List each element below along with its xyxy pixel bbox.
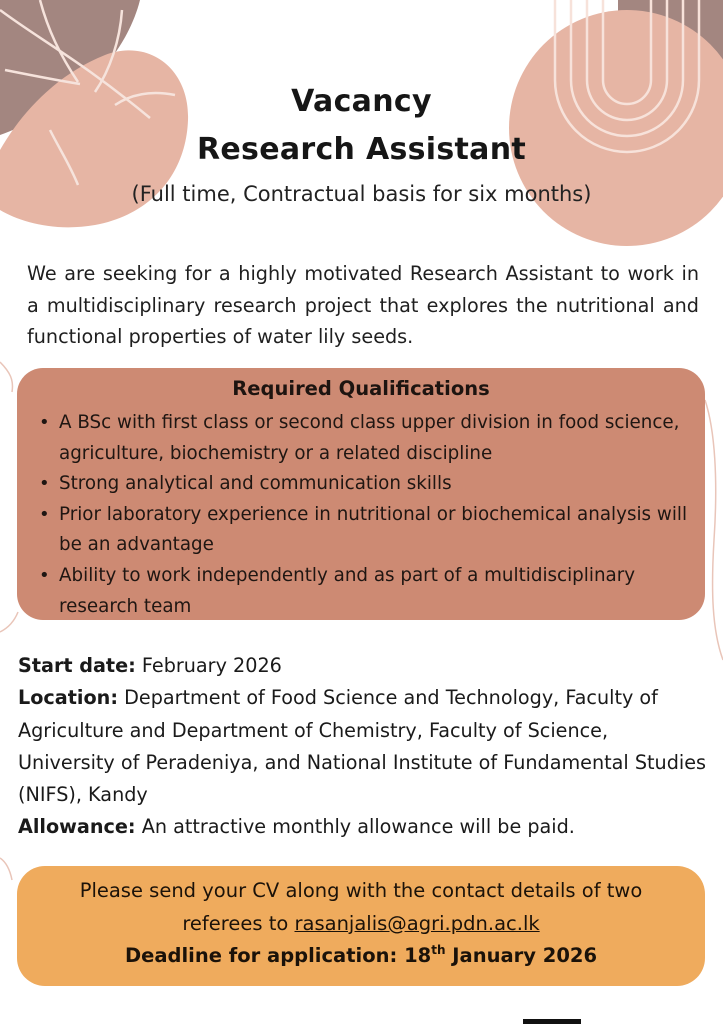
bullet-icon: • bbox=[39, 503, 50, 525]
qualification-text: A BSc with first class or second class upper division in food science, agriculture, biochemistry or a related discipline bbox=[59, 412, 680, 464]
bottom-edge-tab bbox=[523, 1019, 581, 1024]
intro-paragraph: We are seeking for a highly motivated Research Assistant to work in a multidisciplinary research project that explores the nutritional and functional properties of water lily seeds. bbox=[27, 262, 699, 348]
deadline bbox=[17, 944, 705, 967]
start-date-label: Start date: bbox=[18, 654, 136, 677]
cta-instruction: Please send your CV along with the contact details of two bbox=[79, 879, 643, 902]
location-value: Department of Food Science and Technology, Faculty of Agriculture and Department of Chemistry, Faculty of Science, University of Peradeniya, and National Institute of Fundamental Studies (NIFS), Kandy bbox=[18, 686, 707, 807]
location-label: Location: bbox=[18, 686, 118, 710]
list-item bbox=[35, 500, 695, 561]
qualification-text: Ability to work independently and as part of a multidisciplinary research team bbox=[59, 564, 636, 617]
allowance-value: An attractive monthly allowance will be paid. bbox=[141, 815, 575, 839]
page-title: Vacancy bbox=[291, 84, 432, 119]
application-panel bbox=[17, 866, 705, 986]
bullet-icon: • bbox=[39, 564, 50, 586]
list-item bbox=[35, 408, 695, 469]
allowance-label: Allowance: bbox=[18, 815, 136, 839]
email-link[interactable]: rasanjalis@agri.pdn.ac.lk bbox=[294, 912, 540, 935]
qualification-text: Strong analytical and communication skills bbox=[59, 473, 452, 495]
start-date-row bbox=[18, 650, 708, 682]
list-item bbox=[35, 469, 695, 500]
location-row bbox=[18, 682, 708, 811]
start-date-value: February 2026 bbox=[141, 654, 282, 677]
qualifications-list bbox=[35, 408, 695, 622]
qualifications-title: Required Qualifications bbox=[232, 377, 490, 400]
job-details bbox=[18, 650, 708, 844]
deadline-ordinal: th bbox=[431, 943, 446, 957]
bullet-icon: • bbox=[39, 412, 50, 433]
bullet-icon: • bbox=[39, 473, 50, 495]
cta-contact-line bbox=[17, 912, 705, 935]
qualifications-panel bbox=[17, 368, 705, 620]
cta-referees-text: referees to bbox=[182, 912, 289, 935]
qualification-text: Prior laboratory experience in nutritional or biochemical analysis will be an advantage bbox=[59, 503, 688, 556]
list-item bbox=[35, 561, 695, 622]
deadline-prefix: Deadline for application: 18 bbox=[124, 944, 432, 967]
position-title: Research Assistant bbox=[196, 132, 527, 167]
employment-terms: (Full time, Contractual basis for six months) bbox=[131, 182, 592, 206]
deadline-suffix: January 2026 bbox=[452, 944, 598, 967]
allowance-row bbox=[18, 811, 708, 843]
